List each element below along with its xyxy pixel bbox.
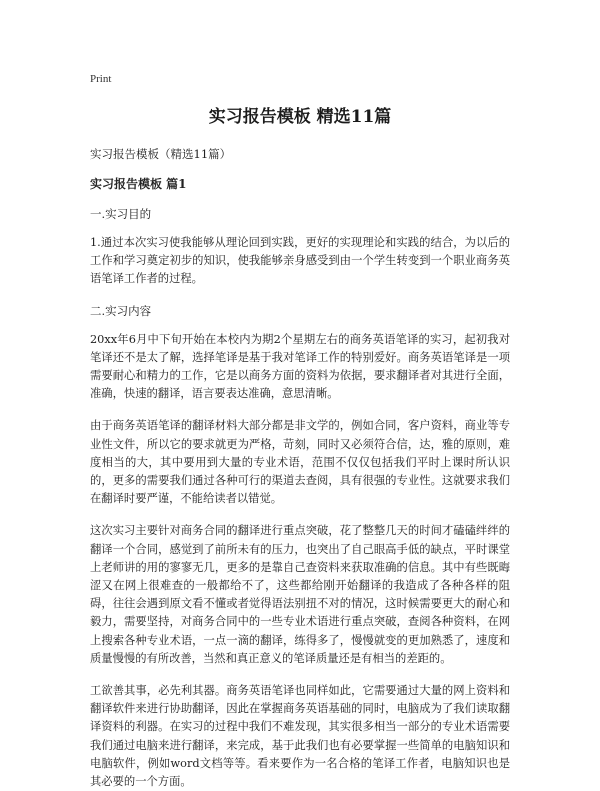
document-subtitle: 实习报告模板（精选11篇）	[90, 147, 232, 161]
paragraph-content-3: 这次实习主要针对商务合同的翻译进行重点突破，花了整整几天的时间才磕磕绊绊的翻译一个合同，感觉到了前所未有的压力，也突出了自己眼高手低的缺点，平时课堂上老师讲的用的寥寥无几，更多的是靠自己查资料来获取准确的信息。其中有些既晦涩又在网上很难查的一般都给不了，这些都给刚开始翻译的我造成了各种各样的阻碍，往往会遇到原文看不懂或者觉得语法别扭不对的情况，这时候需要更大的耐心和毅力，需要坚持，对商务合同中的一些专业术语进行重点突破，查阅各种资料，在网上搜索各种专业术语，一点一滴的翻译，练得多了，慢慢就变的更加熟悉了，速度和质量慢慢的有所改善，当然和真正意义的笔译质量还是有相当的差距的。	[90, 524, 510, 665]
paragraph-content-4: 工欲善其事，必先利其器。商务英语笔译也同样如此，它需要通过大量的网上资料和翻译软件来进行协助翻译，因此在掌握商务英语基础的同时，电脑成为了我们读取翻译资料的利器。在实习的过程中我们不难发现，其实很多相当一部分的专业术语需要我们通过电脑来进行翻译，来完成，基于此我们也有必要掌握一些简单的电脑知识和电脑软件，例如word文档等等。看来要作为一名合格的笔译工作者，电脑知识也是其必要的一个方面。	[90, 684, 510, 789]
section-heading: 实习报告模板 篇1	[90, 177, 187, 191]
paragraph-content-2: 由于商务英语笔译的翻译材料大部分都是非文学的，例如合同，客户资料，商业等专业性文件，所以它的要求就更为严格，苛刻，同时又必须符合信，达，雅的原则，难度相当的大，其中要用到大量的专业术语，范围不仅仅包括我们平时上课时所认识的，更多的需要我们通过各种可行的渠道去查阅，具有很强的专业性。这就要求我们在翻译时要严谨，不能给读者以错觉。	[90, 419, 510, 506]
paragraph-purpose: 1.通过本次实习使我能够从理论回到实践，更好的实现理论和实践的结合，为以后的工作和学习奠定初步的知识，使我能够亲身感受到由一个学生转变到一个职业商务英语笔译工作者的过程。	[90, 236, 510, 286]
document-title: 实习报告模板 精选11篇	[208, 107, 392, 127]
paragraph-content-1: 20xx年6月中下旬开始在本校内为期2个星期左右的商务英语笔译的实习，起初我对笔译还不是太了解，选择笔译是基于我对笔译工作的特别爱好。商务英语笔译是一项需要耐心和精力的工作，它是以商务方面的资料为依据，要求翻译者对其进行全面，准确，快速的翻译，语言要表达准确，意思清晰。	[90, 332, 510, 401]
subheading-purpose: 一.实习目的	[90, 207, 152, 221]
subheading-content: 二.实习内容	[90, 303, 152, 318]
print-label: Print	[90, 73, 112, 85]
